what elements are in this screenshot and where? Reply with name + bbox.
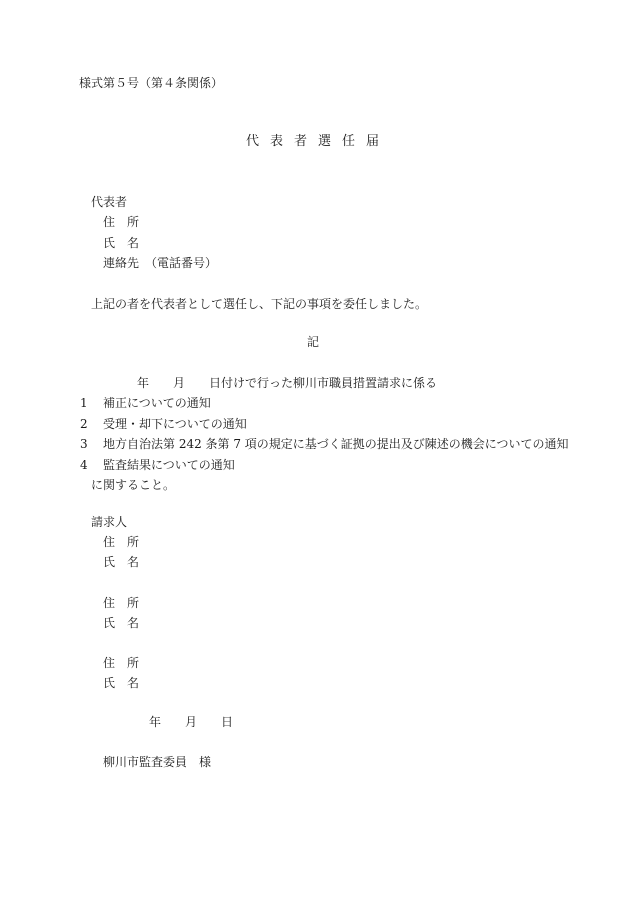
- date-reference-line: 年 月 日付けで行った柳川市職員措置請求に係る: [137, 376, 438, 390]
- claimant-name-label: 氏 名: [103, 616, 140, 630]
- claimant-name-label: 氏 名: [103, 555, 140, 569]
- claimant-address-label: 住 所: [103, 596, 140, 610]
- item-text: 監査結果についての通知: [103, 458, 235, 472]
- claimants-heading: 請求人: [91, 515, 128, 529]
- item-number: 4: [80, 458, 88, 472]
- claimant-name-label: 氏 名: [103, 676, 140, 690]
- document-title: 代表者選任届: [246, 134, 391, 149]
- form-number: 様式第５号（第４条関係）: [79, 76, 224, 90]
- item-text: 受理・却下についての通知: [103, 417, 247, 431]
- closing-text: に関すること。: [91, 478, 176, 492]
- representative-name-label: 氏 名: [103, 236, 140, 250]
- claimant-address-label: 住 所: [103, 656, 140, 670]
- item-number: 3: [80, 437, 88, 451]
- signature-date: 年 月 日: [149, 715, 234, 729]
- ki-heading: 記: [307, 335, 320, 349]
- representative-heading: 代表者: [91, 195, 128, 209]
- item-number: 1: [80, 396, 88, 410]
- claimant-address-label: 住 所: [103, 535, 140, 549]
- item-text: 補正についての通知: [103, 396, 211, 410]
- item-text: 地方自治法第 242 条第 7 項の規定に基づく証拠の提出及び陳述の機会についての通知: [103, 437, 569, 451]
- item-number: 2: [80, 417, 88, 431]
- representative-contact-label: 連絡先 （電話番号）: [103, 256, 218, 270]
- intro-paragraph: 上記の者を代表者として選任し、下記の事項を委任しました。: [91, 297, 428, 311]
- addressee: 柳川市監査委員 様: [103, 755, 212, 769]
- representative-address-label: 住 所: [103, 215, 140, 229]
